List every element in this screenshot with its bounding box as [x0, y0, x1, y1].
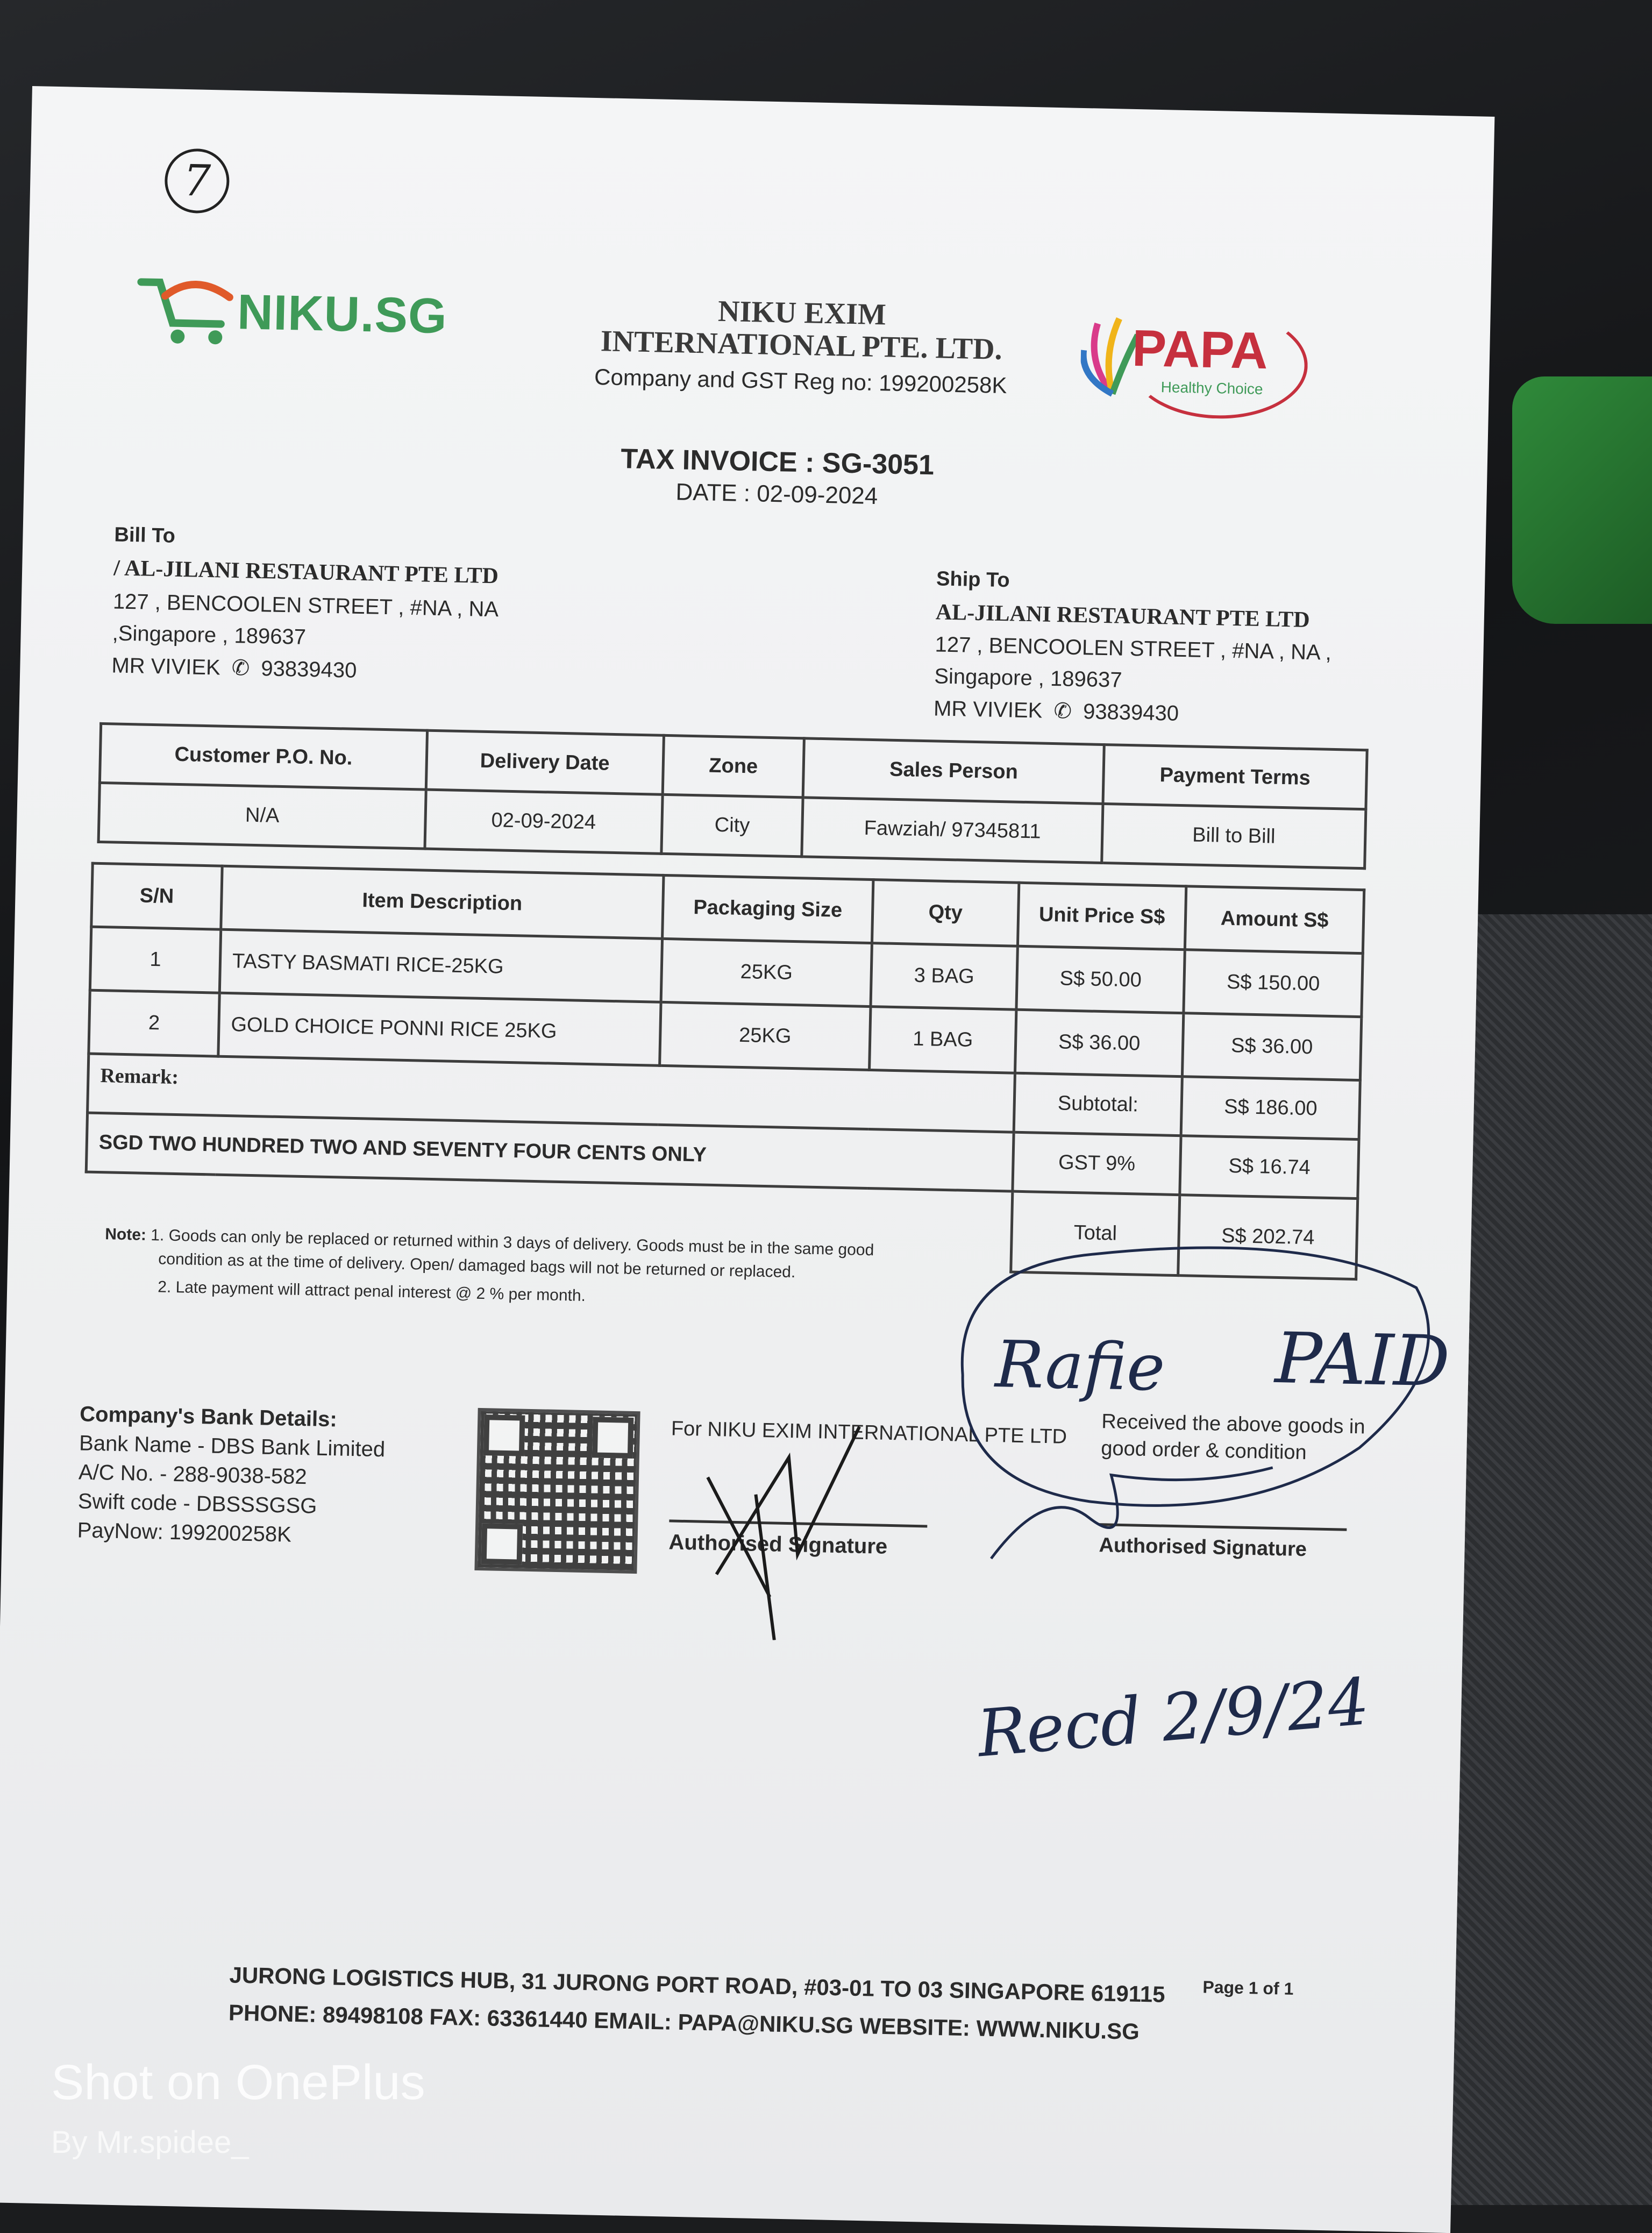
- bill-to-address2: ,Singapore , 189637: [112, 621, 307, 649]
- ship-to-phone: 93839430: [1083, 700, 1179, 726]
- note-label: Note:: [104, 1225, 147, 1244]
- bank-name: Bank Name - DBS Bank Limited: [79, 1431, 386, 1462]
- bill-to-block: [111, 523, 599, 688]
- note-2: 2. Late payment will attract penal interest @ 2 % per month.: [157, 1278, 586, 1305]
- item-pack: 25KG: [661, 938, 872, 1006]
- total-label: Total: [1011, 1191, 1180, 1275]
- received-text-2: good order & condition: [1100, 1437, 1307, 1464]
- gst-label: GST 9%: [1013, 1132, 1181, 1194]
- authorised-signature-right: Authorised Signature: [1099, 1534, 1307, 1561]
- subtotal-label: Subtotal:: [1014, 1073, 1183, 1135]
- meta-header-salesperson: Sales Person: [803, 738, 1105, 804]
- subtotal-value: S$ 186.00: [1181, 1077, 1360, 1140]
- meta-table: [97, 722, 1369, 870]
- background-green-bag: [1512, 376, 1652, 624]
- company-signature-scribble: [694, 1391, 882, 1642]
- bank-swift: Swift code - DBSSSGSG: [77, 1489, 317, 1518]
- items-header-amount: Amount S$: [1185, 886, 1364, 954]
- circled-number: [164, 148, 230, 214]
- amount-in-words: SGD TWO HUNDRED TWO AND SEVENTY FOUR CENTS ONLY: [86, 1113, 1014, 1191]
- item-qty: 1 BAG: [870, 1007, 1016, 1073]
- phone-icon: ✆: [231, 656, 250, 680]
- bank-account: A/C No. - 288-9038-582: [78, 1460, 308, 1489]
- meta-value-zone: City: [661, 794, 803, 856]
- bank-heading: Company's Bank Details:: [79, 1402, 338, 1432]
- gst-value: S$ 16.74: [1180, 1136, 1359, 1199]
- bill-to-contact: [111, 653, 596, 688]
- item-desc: GOLD CHOICE PONNI RICE 25KG: [218, 993, 661, 1065]
- meta-header-zone: Zone: [663, 735, 804, 797]
- item-amount: S$ 36.00: [1183, 1013, 1362, 1080]
- bill-to-phone: 93839430: [260, 657, 357, 682]
- item-sn: 2: [89, 990, 219, 1056]
- footer-address: JURONG LOGISTICS HUB, 31 JURONG PORT ROAD, #03-01 TO 03 SINGAPORE 619115: [229, 1962, 1166, 2007]
- item-desc: TASTY BASMATI RICE-25KG: [219, 929, 662, 1002]
- bank-paynow: PayNow: 199200258K: [77, 1518, 292, 1547]
- ship-to-contact: [934, 696, 1418, 731]
- company-name-line1: NIKU EXIM: [717, 294, 887, 332]
- meta-value-po: N/A: [98, 783, 426, 849]
- note-1: 1. Goods can only be replaced or returned within 3 days of delivery. Goods must be in the same good: [150, 1226, 874, 1260]
- items-header-unit: Unit Price S$: [1017, 883, 1186, 949]
- niku-logo-text: NIKU.SG: [237, 285, 448, 344]
- total-value: S$ 202.74: [1178, 1195, 1358, 1279]
- meta-header-po: Customer P.O. No.: [99, 723, 427, 790]
- items-header-qty: Qty: [872, 880, 1019, 947]
- ship-to-contact-name: MR VIVIEK: [933, 696, 1043, 723]
- items-header-desc: Item Description: [221, 866, 664, 938]
- items-header-pack: Packaging Size: [662, 875, 873, 943]
- papa-tagline: Healthy Choice: [1160, 379, 1263, 398]
- invoice-title: TAX INVOICE : SG-3051: [620, 443, 935, 481]
- bill-to-heading: Bill To: [114, 523, 176, 547]
- ship-to-name: AL-JILANI RESTAURANT PTE LTD: [935, 600, 1311, 632]
- watermark-line2: By Mr.spidee_: [51, 2125, 249, 2160]
- meta-value-delivery: 02-09-2024: [425, 790, 663, 854]
- company-name-line2: INTERNATIONAL PTE. LTD.: [600, 324, 1003, 366]
- qr-finder-tl: [483, 1414, 525, 1456]
- invoice-date: DATE : 02-09-2024: [675, 479, 878, 510]
- footer-contact: PHONE: 89498108 FAX: 63361440 EMAIL: PAPA@NIKU.SG WEBSITE: WWW.NIKU.SG: [228, 2000, 1140, 2044]
- meta-header-terms: Payment Terms: [1103, 745, 1367, 809]
- papa-swoosh: [1128, 308, 1309, 421]
- bill-to-name: / AL-JILANI RESTAURANT PTE LTD: [113, 556, 499, 589]
- received-text-1: Received the above goods in: [1101, 1410, 1365, 1439]
- bill-to-contact-name: MR VIVIEK: [111, 653, 221, 680]
- company-for: For NIKU EXIM INTERNATIONAL PTE LTD: [671, 1417, 1067, 1448]
- circled-number-text: 7: [182, 155, 211, 206]
- item-pack: 25KG: [659, 1002, 871, 1070]
- papa-logo: [1080, 302, 1308, 414]
- handwritten-received-date: Recd 2/9/24: [974, 1664, 1372, 1772]
- meta-value-salesperson: Fawziah/ 97345811: [802, 798, 1103, 863]
- phone-icon: ✆: [1053, 699, 1072, 723]
- bank-details: [77, 1399, 467, 1553]
- item-sn: 1: [90, 927, 220, 993]
- paid-circle-scribble: [926, 1213, 1450, 1601]
- bill-to-address1: 127 , BENCOOLEN STREET , #NA , NA: [112, 589, 499, 622]
- meta-value-terms: Bill to Bill: [1102, 803, 1366, 868]
- item-amount: S$ 150.00: [1184, 950, 1363, 1017]
- footer-page: Page 1 of 1: [1202, 1977, 1294, 1999]
- note-1b: condition as at the time of delivery. Open/ damaged bags will not be returned or replaced.: [158, 1250, 796, 1282]
- ship-to-heading: Ship To: [936, 567, 1010, 592]
- item-unit: S$ 36.00: [1015, 1009, 1184, 1076]
- company-reg: Company and GST Reg no: 199200258K: [594, 364, 1007, 399]
- ship-to-address1: 127 , BENCOOLEN STREET , #NA , NA ,: [935, 632, 1332, 665]
- handwritten-name: Rafie: [994, 1327, 1166, 1406]
- items-header-sn: S/N: [91, 863, 222, 929]
- qr-finder-bl: [481, 1523, 523, 1565]
- meta-header-delivery: Delivery Date: [426, 730, 664, 794]
- qr-finder-tr: [592, 1417, 634, 1459]
- cart-icon: [134, 266, 238, 349]
- item-qty: 3 BAG: [871, 943, 1017, 1010]
- ship-to-address2: Singapore , 189637: [934, 664, 1122, 692]
- niku-logo: [134, 266, 480, 353]
- papa-logo-text: PAPA: [1131, 319, 1269, 380]
- item-unit: S$ 50.00: [1016, 946, 1185, 1013]
- ship-to-block: [934, 567, 1421, 731]
- invoice-paper: [0, 86, 1494, 2233]
- handwritten-paid: PAID: [1274, 1317, 1451, 1403]
- authorised-signature-left: Authorised Signature: [668, 1530, 888, 1559]
- paynow-qr-code[interactable]: [474, 1408, 640, 1574]
- watermark-line1: Shot on OnePlus: [51, 2055, 425, 2110]
- remark-label: Remark:: [88, 1054, 1015, 1132]
